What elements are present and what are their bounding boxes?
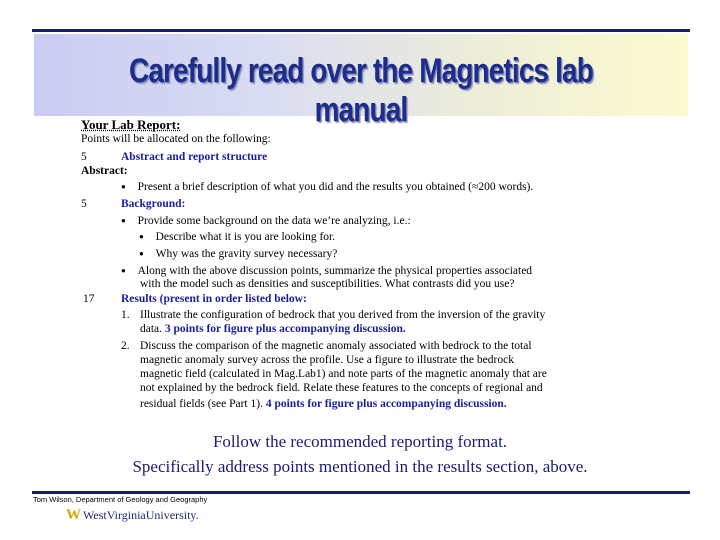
item3-label: Results (present in order listed below: [121,293,307,305]
bullet-icon: ● [139,249,144,258]
bullet-icon: ● [121,266,126,275]
bullet-icon: ● [121,182,126,191]
result-2-text-d: not explained by the bedrock field. Relate these features to the concepts of regional and [140,382,543,394]
result-1-num: 1. [121,309,130,321]
background-sub-2 [139,247,337,262]
wv-logo-icon: W [66,507,81,523]
item2-points: 5 [81,198,87,210]
result-2-points: 4 points for figure plus accompanying discussion. [265,398,507,410]
result-2-text-e-plain: residual fields (see Part 1). [140,398,266,410]
document-heading: Your Lab Report: [81,117,181,132]
result-1-points: 3 points for figure plus accompanying discussion. [164,323,406,335]
top-rule [32,29,690,32]
background-bullet-1 [121,214,411,229]
abstract-label: Abstract: [81,165,128,177]
slide-title: Carefully read over the Magnetics lab manual [129,52,593,129]
result-2-text-b: magnetic anomaly survey across the profile. Use a figure to illustrate the bedrock [140,354,514,366]
background-bullet-2 [121,264,532,279]
footer-credit: Tom Wilson, Department of Geology and Geography [33,495,208,504]
university-logo [66,507,199,524]
abstract-bullet-text: Present a brief description of what you did and the results you obtained (≈200 words). [137,181,534,193]
result-1-text-b-plain: data. [140,323,165,335]
result-1-text-a: Illustrate the configuration of bedrock that you derived from the inversion of the gravity [140,309,546,321]
background-sub-2-text: Why was the gravity survey necessary? [155,248,338,260]
item2-label: Background: [121,198,186,210]
result-2-text-a: Discuss the comparison of the magnetic anomaly associated with bedrock to the total [140,340,532,352]
result-2-text-e [140,398,507,412]
bullet-icon: ● [121,216,126,225]
background-sub-1 [139,230,335,245]
background-bullet-1-text: Provide some background on the data we’re analyzing, i.e.: [137,215,411,227]
background-bullet-2-text-a: Along with the above discussion points, summarize the physical properties associated [137,265,533,277]
bottom-rule [32,491,690,494]
result-1-text-b [140,323,406,337]
logo-text: WestVirginiaUniversity. [83,508,199,522]
item3-points: 17 [83,293,95,305]
background-sub-1-text: Describe what it is you are looking for. [155,231,336,243]
caption-line-1: Follow the recommended reporting format. [212,432,508,451]
result-2-text-c: magnetic field (calculated in Mag.Lab1) and note parts of the magnetic anomaly that are [140,368,547,380]
item1-label: Abstract and report structure [121,151,268,163]
result-2-num: 2. [121,340,130,352]
document-intro: Points will be allocated on the following: [81,133,271,145]
bullet-icon: ● [139,232,144,241]
background-bullet-2-text-b: with the model such as densities and susceptibilities. What contrasts did you use? [140,278,515,290]
item1-points: 5 [81,151,87,163]
abstract-bullet [121,180,533,195]
caption-line-2: Specifically address points mentioned in the results section, above. [132,457,588,476]
